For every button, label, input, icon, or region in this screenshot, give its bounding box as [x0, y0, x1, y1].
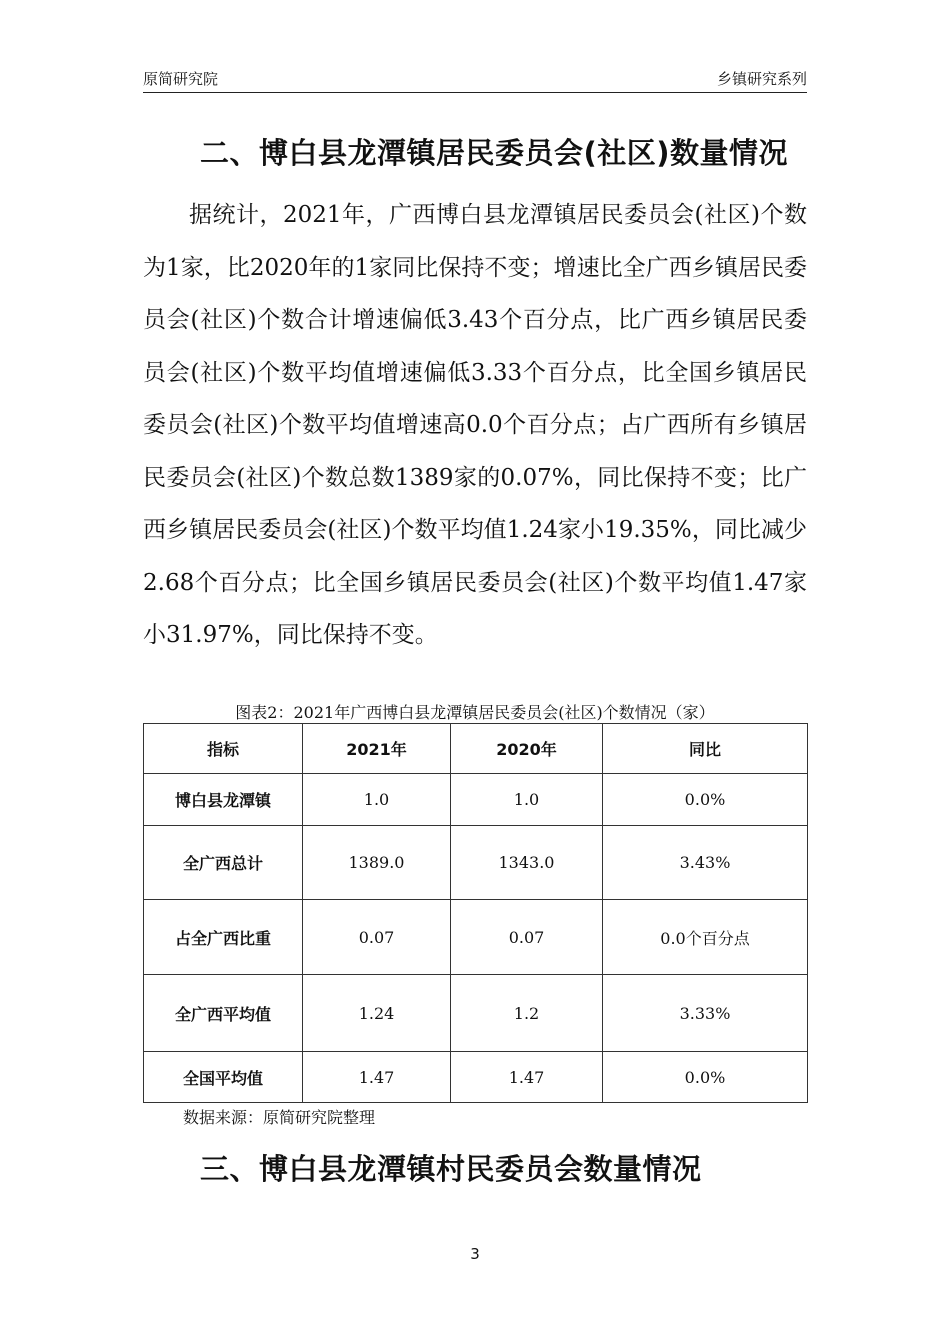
table-row — [144, 826, 808, 900]
table-header-row — [144, 724, 808, 774]
data-table — [143, 723, 808, 1103]
header-left-text: 原简研究院 — [143, 70, 219, 88]
table-row — [144, 900, 808, 975]
cell-2020: 1343.0 — [451, 826, 603, 900]
row-label: 博白县龙潭镇 — [144, 774, 303, 826]
table-row — [144, 975, 808, 1052]
section-2-title: 二、博白县龙潭镇居民委员会(社区)数量情况 — [200, 136, 789, 170]
header-right-text: 乡镇研究系列 — [716, 70, 807, 88]
cell-2021: 1.24 — [303, 975, 451, 1052]
cell-2020: 1.47 — [451, 1052, 603, 1103]
table-row — [144, 774, 808, 826]
cell-2021: 0.07 — [303, 900, 451, 975]
header-2020: 2020年 — [451, 724, 603, 774]
row-label: 全广西总计 — [144, 826, 303, 900]
table-caption: 图表2：2021年广西博白县龙潭镇居民委员会(社区)个数情况（家） — [235, 703, 715, 722]
header-2021: 2021年 — [303, 724, 451, 774]
header-yoy: 同比 — [603, 724, 808, 774]
cell-yoy: 3.33% — [603, 975, 808, 1052]
page-header — [143, 64, 807, 93]
page-number: 3 — [470, 1245, 480, 1263]
cell-2021: 1.47 — [303, 1052, 451, 1103]
cell-yoy: 0.0% — [603, 1052, 808, 1103]
table-row — [144, 1052, 808, 1103]
header-indicator: 指标 — [144, 724, 303, 774]
cell-2021: 1.0 — [303, 774, 451, 826]
cell-2020: 1.2 — [451, 975, 603, 1052]
cell-yoy: 0.0% — [603, 774, 808, 826]
table-source-note: 数据来源：原简研究院整理 — [183, 1108, 376, 1127]
row-label: 占全广西比重 — [144, 900, 303, 975]
section-2-paragraph: 据统计，2021年，广西博白县龙潭镇居民委员会(社区)个数为1家，比2020年的1家同比保持不变；增速比全广西乡镇居民委员会(社区)个数合计增速偏低3.43个百分点，比广西乡镇居民委员会(社区)个数平均值增速偏低3.33个百分点，比全国乡镇居民委员会(社区)个数平均值增速高0.0个百分点；占广西所有乡镇居民委员会(社区)个数总数1389家的0.07%，同比保持不变；比广西乡镇居民委员会(社区)个数平均值1.24家小19.35%，同比减少2.68个百分点；比全国乡镇居民委员会(社区)个数平均值1.47家小31.97%，同比保持不变。 — [143, 202, 807, 648]
cell-2020: 1.0 — [451, 774, 603, 826]
cell-2020: 0.07 — [451, 900, 603, 975]
row-label: 全国平均值 — [144, 1052, 303, 1103]
cell-yoy: 3.43% — [603, 826, 808, 900]
row-label: 全广西平均值 — [144, 975, 303, 1052]
cell-yoy: 0.0个百分点 — [603, 900, 808, 975]
section-3-title: 三、博白县龙潭镇村民委员会数量情况 — [200, 1152, 702, 1186]
cell-2021: 1389.0 — [303, 826, 451, 900]
